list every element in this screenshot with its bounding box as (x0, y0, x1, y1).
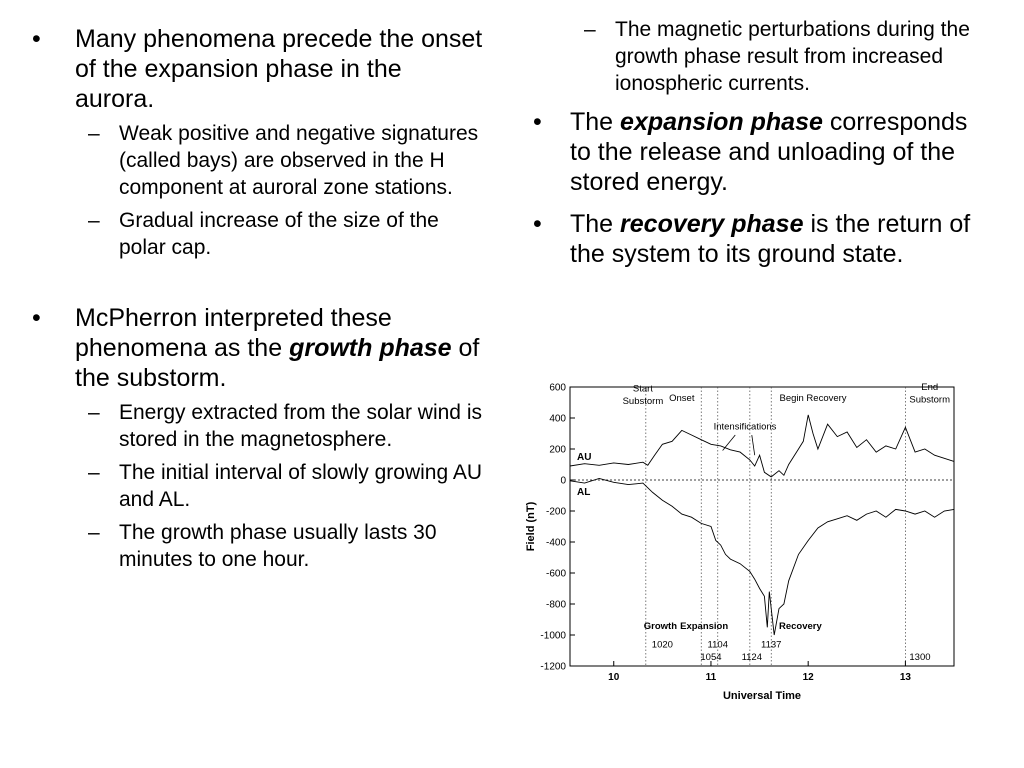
bullet-growth-phase (32, 303, 487, 393)
annotation-label: Begin Recovery (779, 392, 847, 404)
sub-bullet-perturbations (533, 16, 973, 97)
y-tick-label: 400 (549, 413, 566, 425)
intensification-arrow (752, 435, 755, 455)
x-tick-label: 13 (899, 672, 911, 683)
dash-marker: – (88, 122, 100, 145)
sub-bullet-bays (32, 120, 487, 201)
right-column (533, 16, 973, 269)
annotation-label: 1054 (700, 651, 722, 663)
series-line-al (570, 479, 954, 636)
bullet-onset-phenomena (32, 24, 487, 114)
x-tick-label: 11 (705, 672, 717, 683)
annotation-label: 1137 (761, 639, 782, 651)
sub-bullet-text: The growth phase usually lasts 30 minutes to one hour. (119, 521, 437, 571)
x-tick-label: 10 (608, 672, 620, 683)
sub-bullet-text: Gradual increase of the size of the polar cap. (119, 209, 439, 259)
annotation-label: 1300 (909, 651, 931, 663)
emphasis-expansion-phase: expansion phase (620, 108, 823, 136)
bullet-text-suffix: is the return of the system to its ground state. (570, 210, 971, 268)
y-tick-label: 600 (549, 382, 566, 394)
sub-bullet-text: Weak positive and negative signatures (called bays) are observed in the H component at auroral zone stations. (119, 122, 479, 199)
x-axis-label: Universal Time (722, 690, 802, 702)
annotation-label: End (921, 382, 939, 394)
annotation-label: 1124 (741, 651, 763, 663)
dash-marker: – (88, 401, 100, 424)
annotation-label: Substorm (909, 394, 951, 406)
y-tick-label: 0 (560, 475, 566, 487)
substorm-chart (518, 378, 968, 708)
bullet-recovery-phase (533, 209, 973, 269)
bullet-text-prefix: McPherron interpreted these phenomena as the (75, 304, 392, 362)
bullet-text-suffix: of the substorm. (75, 334, 480, 392)
bullet-text-prefix: The (570, 210, 614, 238)
series-label-al: AL (577, 486, 591, 498)
y-tick-label: -800 (545, 599, 566, 611)
sub-bullet-text: The initial interval of slowly growing AU and AL. (119, 461, 482, 511)
y-axis-label: Field (nT) (525, 501, 537, 552)
y-tick-label: -400 (545, 537, 566, 549)
annotation-label: Onset (669, 392, 695, 404)
annotation-label: Substorm (622, 396, 664, 408)
sub-bullet-text: Energy extracted from the solar wind is stored in the magnetosphere. (119, 401, 482, 451)
sub-bullet-text: The magnetic perturbations during the growth phase result from increased ionospheric currents. (615, 18, 970, 95)
sub-bullet-initial-interval (32, 459, 487, 513)
dash-marker: – (88, 461, 100, 484)
sub-bullet-energy (32, 399, 487, 453)
bullet-marker: • (533, 210, 542, 238)
dash-marker: – (88, 209, 100, 232)
left-column (32, 24, 487, 573)
bullet-marker: • (32, 25, 41, 53)
annotation-label: 1020 (651, 639, 673, 651)
emphasis-growth-phase: growth phase (289, 334, 452, 362)
bullet-text-suffix: corresponds to the release and unloading of the stored energy. (570, 108, 968, 196)
annotation-label: Growth (643, 620, 678, 632)
annotation-label: Expansion (680, 620, 729, 632)
bullet-text: Many phenomena precede the onset of the expansion phase in the aurora. (75, 25, 483, 113)
sub-bullet-polar-cap (32, 207, 487, 261)
annotation-label: Intensifications (713, 421, 777, 433)
emphasis-recovery-phase: recovery phase (620, 210, 804, 238)
dash-marker: – (584, 18, 596, 41)
bullet-marker: • (32, 304, 41, 332)
bullet-marker: • (533, 108, 542, 136)
y-tick-label: 200 (549, 444, 566, 456)
dash-marker: – (88, 521, 100, 544)
bullet-text-prefix: The (570, 108, 614, 136)
intensification-arrow (723, 435, 736, 451)
annotation-label: Recovery (779, 620, 822, 632)
annotation-label: 1104 (707, 639, 728, 651)
y-tick-label: -600 (545, 568, 566, 580)
x-tick-label: 12 (802, 672, 814, 683)
sub-bullet-duration (32, 519, 487, 573)
y-tick-label: -1000 (540, 630, 566, 642)
series-label-au: AU (577, 452, 592, 464)
bullet-expansion-phase (533, 107, 973, 197)
annotation-label: Start (632, 383, 653, 395)
y-tick-label: -1200 (540, 661, 566, 673)
y-tick-label: -200 (545, 506, 566, 518)
